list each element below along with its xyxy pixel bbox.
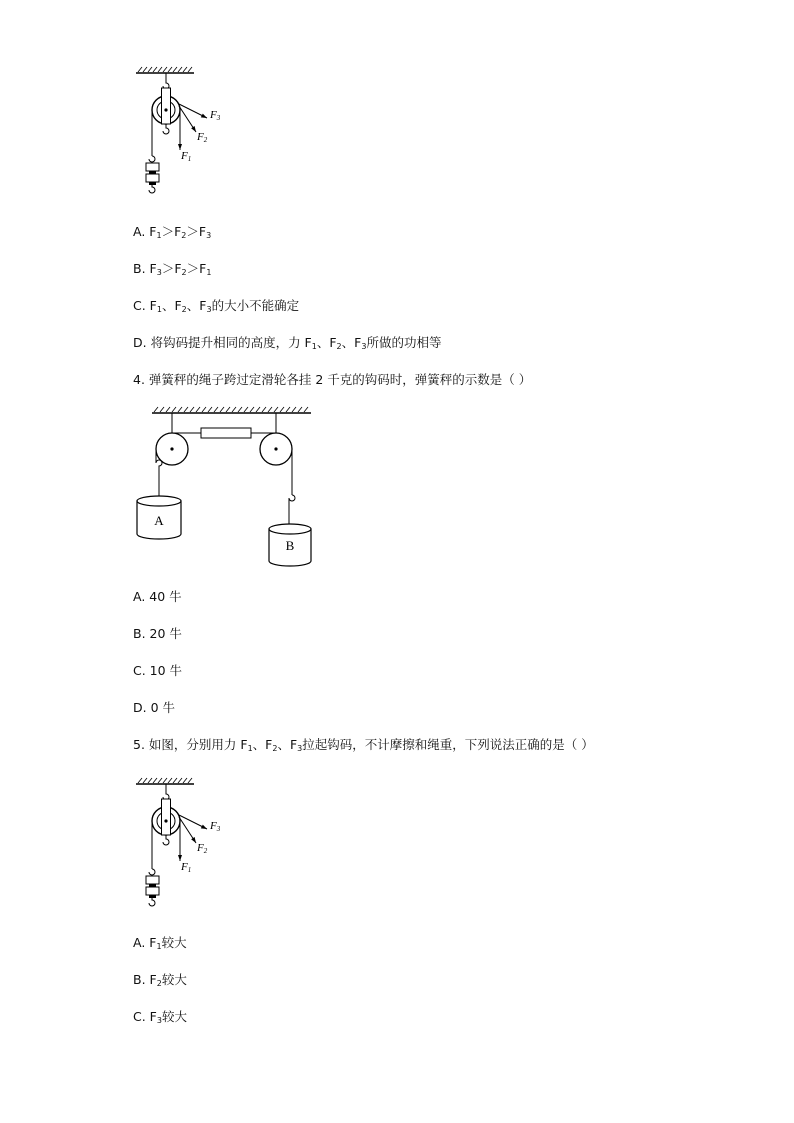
q5-option-b[interactable]: B. $F_2$较大 — [133, 972, 187, 988]
pulley-wheel — [152, 799, 180, 835]
q4-option-d[interactable]: D. 0 牛 — [133, 700, 175, 715]
weight-b — [269, 524, 311, 566]
q5-option-a[interactable]: A. $F_1$较大 — [133, 935, 187, 951]
f3-label: F3 — [210, 820, 221, 833]
q4-option-a[interactable]: A. 40 牛 — [133, 589, 182, 604]
weight-a — [137, 496, 181, 539]
pulley-figure-q3 — [130, 64, 230, 196]
hook-weights — [146, 869, 159, 906]
q3-option-d[interactable]: D. 将钩码提升相同的高度，力 $F_1$、$F_2$、$F_3$所做的功相等 — [133, 335, 442, 351]
svg-text:A: A — [154, 513, 164, 528]
spring-scale — [201, 428, 251, 438]
q3-option-b[interactable]: B. $F_3>F_2>F_1$ — [133, 261, 212, 277]
f2-label: F2 — [197, 131, 208, 144]
ceiling — [136, 778, 194, 784]
q4-stem: 4. 弹簧秤的绳子跨过定滑轮各挂 2 千克的钩码时，弹簧秤的示数是（ ） — [133, 372, 532, 387]
f2-label: F2 — [197, 842, 208, 855]
q4-option-c[interactable]: C. 10 牛 — [133, 663, 183, 678]
q3-option-c[interactable]: C. $F_1$、$F_2$、$F_3$的大小不能确定 — [133, 298, 300, 314]
q5-stem: 5. 如图，分别用力 $F_1$、$F_2$、$F_3$拉起钩码，不计摩擦和绳重，下列说法正确的是（ ） — [133, 737, 594, 753]
svg-text:B: B — [285, 538, 295, 553]
ceiling — [152, 407, 311, 413]
q4-option-b[interactable]: B. 20 牛 — [133, 626, 182, 641]
pulley-wheel — [152, 88, 180, 124]
q5-option-c[interactable]: C. $F_3$较大 — [133, 1009, 187, 1025]
f3-label: F3 — [210, 109, 221, 122]
pulley-figure-q5 — [130, 775, 230, 909]
spring-scale-figure — [135, 403, 315, 571]
q3-option-a[interactable]: A. $F_1>F_2>F_3$ — [133, 224, 212, 240]
hook-weights — [146, 156, 159, 193]
ceiling — [136, 67, 194, 73]
f1-label: F1 — [181, 861, 192, 874]
f1-label: F1 — [181, 150, 192, 163]
